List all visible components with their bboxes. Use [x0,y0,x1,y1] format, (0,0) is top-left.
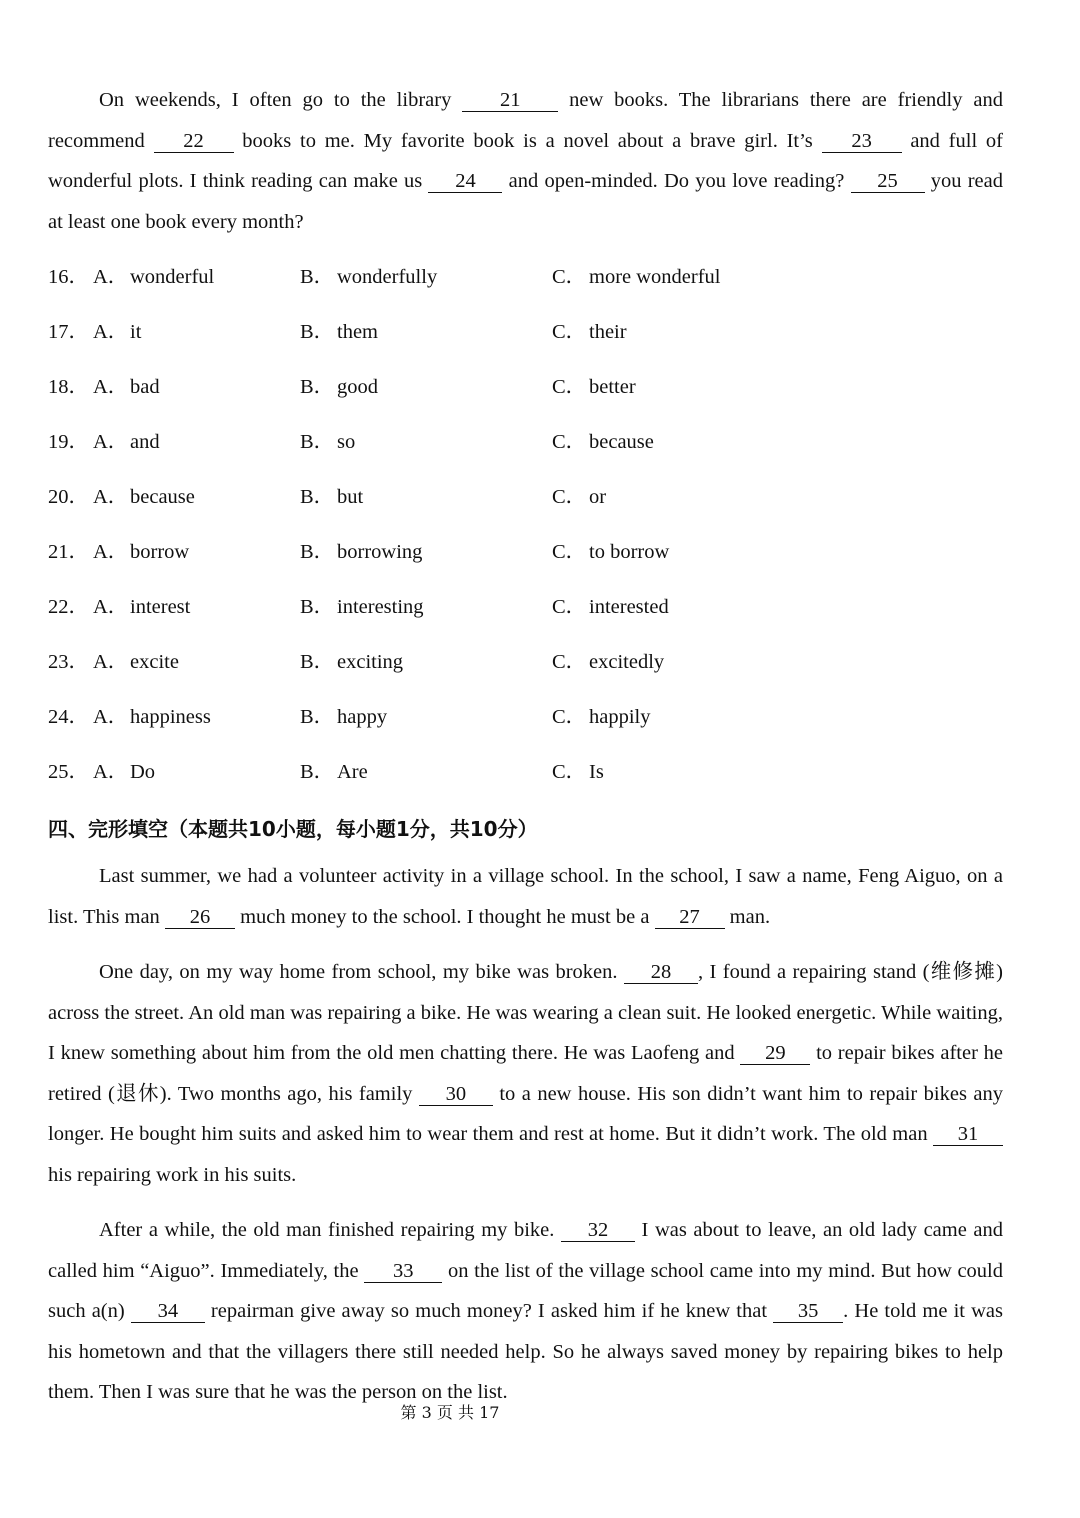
option-a-letter: A． [93,596,129,618]
option-c-letter: C． [552,431,587,453]
passage-text: , I found a repairing stand (维修摊) across the street. An old man was repairing a bike. He was wearing a clean suit. He looked energetic. While waiting, I knew something about him from the old men chatting there. He was Laofeng and [48,961,1004,1064]
passage-text: man. [724,905,771,928]
option-b-text: so [337,431,356,453]
option-b-letter: B． [300,376,335,398]
question-number: 21． [48,541,89,563]
passage-text: On weekends, I often go to the library [99,89,463,111]
passage-text: new books. The librarians there are friendly and recommend [48,89,1003,152]
option-row-22 [48,588,1003,643]
passage-reading [48,80,1003,242]
option-b-text: wonderfully [337,266,438,288]
passage-text: on the list of the village school came into my mind. But how could such a(n) [48,1259,1003,1322]
question-number: 25． [48,761,89,783]
blank-28: 28 [624,961,698,984]
passage-text: to repair bikes after he retired (退休). Two months ago, his family [48,1042,1003,1105]
blank-24: 24 [428,170,502,193]
option-a-text: borrow [130,541,190,563]
option-c-letter: C． [552,266,587,288]
option-row-17 [48,313,1003,368]
option-row-25 [48,753,1003,808]
blank-29: 29 [740,1042,810,1065]
passage-text: After a while, the old man finished repairing my bike. [99,1219,561,1241]
option-c-text: because [589,431,654,453]
option-b-text: but [337,486,364,508]
blank-21: 21 [462,89,558,112]
option-c-text: interested [589,596,669,618]
option-c-letter: C． [552,706,587,728]
option-row-21 [48,533,1003,588]
option-b-letter: B． [300,431,335,453]
option-c-letter: C． [552,321,587,343]
option-c-text: to borrow [589,541,670,563]
option-a-text: because [130,486,195,508]
passage-text: and open-minded. Do you love reading? [502,170,851,192]
question-number: 20． [48,486,89,508]
option-a-text: wonderful [130,266,215,288]
blank-30: 30 [419,1083,493,1106]
option-b-letter: B． [300,266,335,288]
option-b-letter: B． [300,541,335,563]
option-a-text: bad [130,376,160,398]
options-list [48,258,1003,808]
option-a-text: Do [130,761,156,783]
passage-text: I was about to leave, an old lady came and called him “Aiguo”. Immediately, the [48,1219,1003,1282]
blank-23: 23 [822,130,902,153]
passage-text: his repairing work in his suits. [48,1163,297,1186]
option-c-text: their [589,321,627,343]
question-number: 22． [48,596,89,618]
question-number: 23． [48,651,89,673]
question-number: 16． [48,266,89,288]
passage-text: to a new house. His son didn’t want him to repair bikes any longer. He bought him suits and asked him to wear them and rest at home. But it didn’t work. The old man [48,1082,1003,1145]
passage-text: you read at least one book every month? [48,170,1003,233]
blank-22: 22 [154,130,234,153]
option-row-23 [48,643,1003,698]
option-c-text: happily [589,706,651,728]
option-b-text: them [337,321,378,343]
option-row-18 [48,368,1003,423]
page-footer: 第 3 页 共 17 [400,1403,500,1422]
option-b-letter: B． [300,706,335,728]
blank-34: 34 [131,1300,205,1323]
option-a-text: excite [130,651,179,673]
section-title: 四、完形填空（本题共10小题，每小题1分，共10分） [48,817,538,841]
option-a-text: and [130,431,160,453]
option-a-letter: A． [93,321,129,343]
passage-cloze-3 [48,1210,1003,1413]
option-c-letter: C． [552,761,587,783]
option-c-text: or [589,486,607,508]
passage-text: One day, on my way home from school, my bike was broken. [99,961,624,983]
option-a-letter: A． [93,376,129,398]
option-c-letter: C． [552,541,587,563]
option-b-text: Are [337,761,368,783]
option-row-24 [48,698,1003,753]
option-row-16 [48,258,1003,313]
option-b-text: good [337,376,378,398]
option-c-text: better [589,376,636,398]
blank-27: 27 [655,906,725,929]
option-b-text: interesting [337,596,424,618]
option-row-19 [48,423,1003,478]
option-b-letter: B． [300,486,335,508]
option-b-letter: B． [300,651,335,673]
passage-text: Last summer, we had a volunteer activity in a village school. In the school, I saw a name, Feng Aiguo, on a list. This man [48,865,1003,928]
option-b-text: happy [337,706,388,728]
option-a-text: happiness [130,706,211,728]
option-b-text: exciting [337,651,404,673]
blank-31: 31 [933,1123,1003,1146]
option-c-letter: C． [552,596,587,618]
option-a-letter: A． [93,541,129,563]
option-a-letter: A． [93,761,129,783]
blank-35: 35 [773,1300,843,1323]
blank-25: 25 [851,170,925,193]
option-a-text: it [130,321,142,343]
passage-text: much money to the school. I thought he must be a [234,905,655,928]
option-c-letter: C． [552,486,587,508]
blank-26: 26 [165,906,235,929]
passage-text: repairman give away so much money? I asked him if he knew that [204,1300,774,1322]
option-row-20 [48,478,1003,533]
option-c-text: Is [589,761,604,783]
passage-cloze-2 [48,952,1003,1195]
question-number: 18． [48,376,89,398]
option-a-letter: A． [93,431,129,453]
option-c-text: excitedly [589,651,665,673]
option-c-text: more wonderful [589,266,721,288]
blank-33: 33 [364,1260,442,1283]
passage-text: books to me. My favorite book is a novel about a brave girl. It’s [233,129,822,152]
option-c-letter: C． [552,651,587,673]
option-b-letter: B． [300,596,335,618]
question-number: 17． [48,321,89,343]
option-a-letter: A． [93,266,129,288]
option-c-letter: C． [552,376,587,398]
passage-cloze-1 [48,856,1003,937]
question-number: 19． [48,431,89,453]
option-a-text: interest [130,596,191,618]
option-a-letter: A． [93,706,129,728]
blank-32: 32 [561,1219,635,1242]
option-b-text: borrowing [337,541,423,563]
option-b-letter: B． [300,321,335,343]
option-a-letter: A． [93,486,129,508]
question-number: 24． [48,706,89,728]
option-a-letter: A． [93,651,129,673]
option-b-letter: B． [300,761,335,783]
passage-text: . He told me it was his hometown and that the villagers there still needed help. So he always saved money by repairing bikes to help them. Then I was sure that he was the person on the list. [48,1300,1003,1403]
passage-text: and full of wonderful plots. I think reading can make us [48,129,1003,192]
